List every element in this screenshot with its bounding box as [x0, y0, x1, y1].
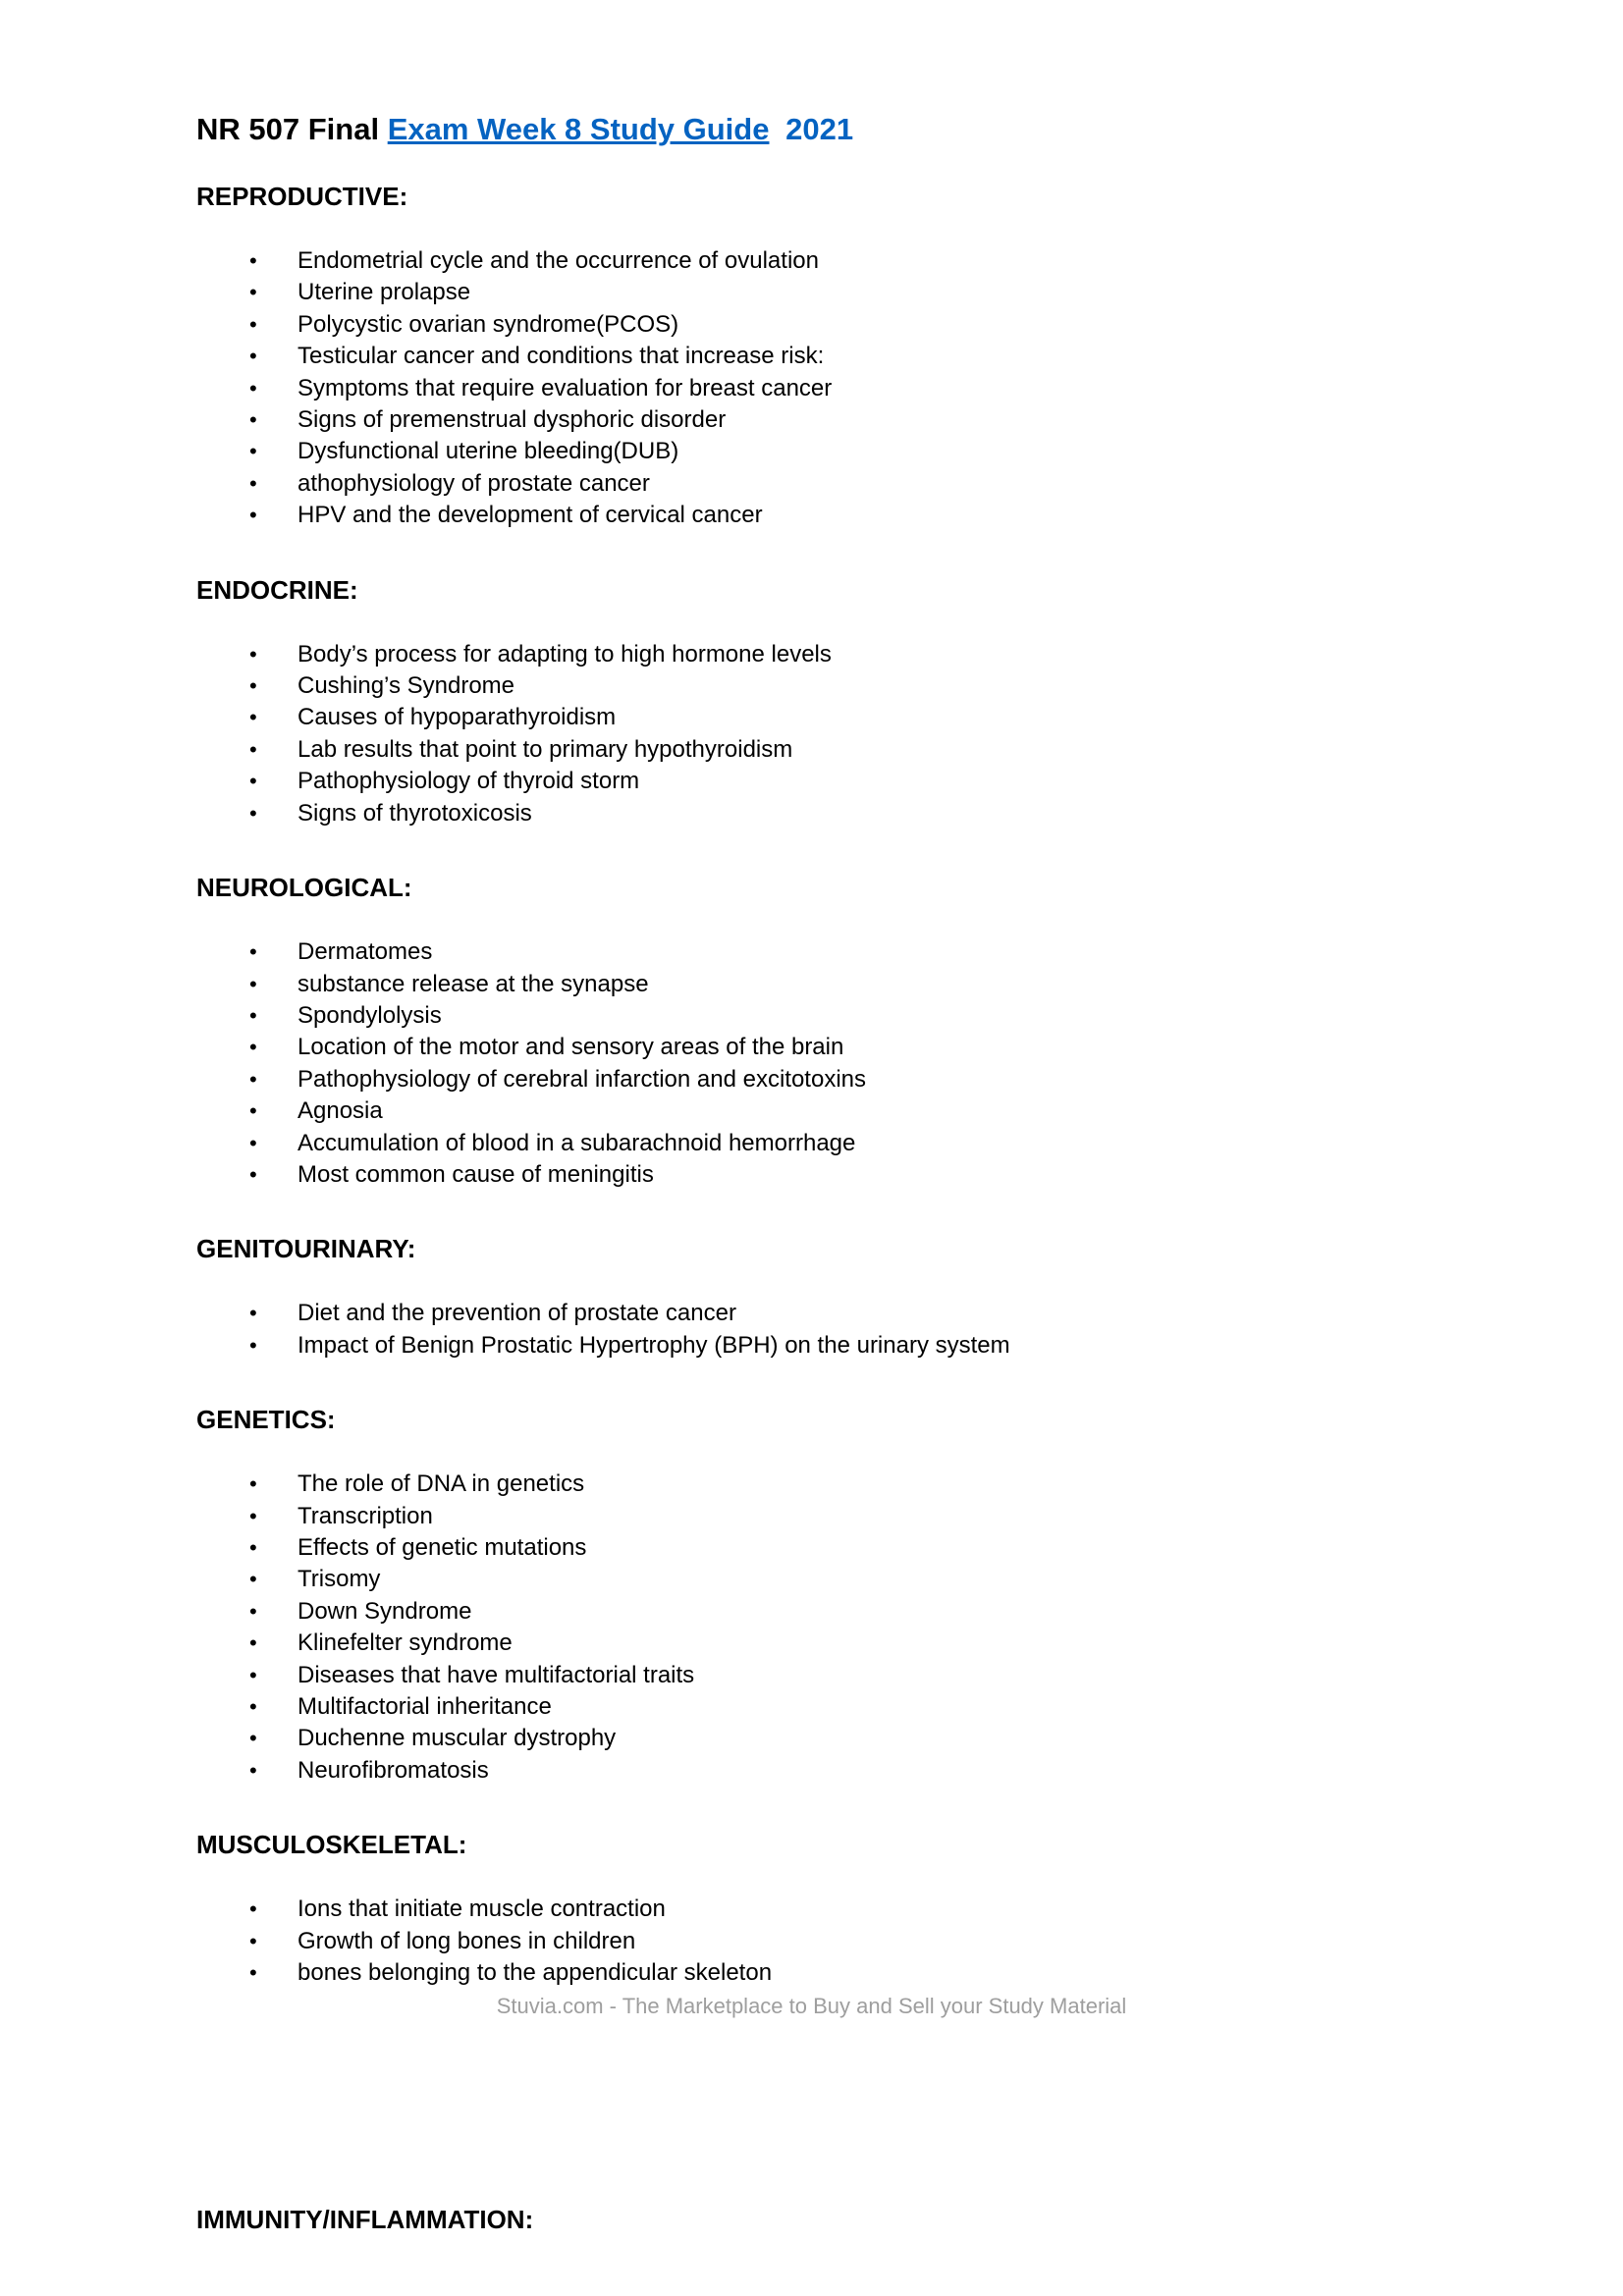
list-item — [196, 798, 1476, 829]
list-item-text: Accumulation of blood in a subarachnoid hemorrhage — [298, 1129, 856, 1156]
list-item-text: Trisomy — [298, 1566, 381, 1593]
list-item-text: Testicular cancer and conditions that increase risk: — [298, 343, 825, 370]
bullet-icon — [249, 1032, 257, 1063]
list-item-text: Spondylolysis — [298, 1001, 442, 1029]
section-list — [196, 245, 1476, 532]
list-item — [196, 1468, 1476, 1500]
bullet-icon — [249, 1468, 257, 1500]
list-item-text: Neurofibromatosis — [298, 1756, 489, 1784]
section — [196, 1829, 1476, 1989]
list-item-text: Signs of premenstrual dysphoric disorder — [298, 406, 727, 434]
list-item-text: Most common cause of meningitis — [298, 1160, 654, 1188]
bullet-icon — [249, 1330, 257, 1362]
list-item-text: Endometrial cycle and the occurrence of ovulation — [298, 247, 819, 274]
list-item — [196, 468, 1476, 500]
section-list — [196, 936, 1476, 1191]
list-item-text: Down Syndrome — [298, 1597, 472, 1625]
list-item — [196, 373, 1476, 404]
list-item — [196, 702, 1476, 733]
list-item — [196, 1032, 1476, 1063]
list-item — [196, 639, 1476, 670]
bullet-icon — [249, 1064, 257, 1095]
bullet-icon — [249, 436, 257, 467]
list-item-text: Location of the motor and sensory areas of the brain — [298, 1034, 844, 1061]
list-item — [196, 1755, 1476, 1787]
bullet-icon — [249, 1660, 257, 1691]
section-list — [196, 1894, 1476, 1989]
list-item — [196, 245, 1476, 277]
bullet-icon — [249, 1501, 257, 1532]
list-item — [196, 1128, 1476, 1159]
list-item — [196, 1564, 1476, 1595]
list-item-text: Body’s process for adapting to high hormone levels — [298, 640, 832, 667]
sections-container — [196, 181, 1476, 1989]
section-heading: REPRODUCTIVE: — [196, 182, 408, 211]
list-item-text: Klinefelter syndrome — [298, 1629, 513, 1657]
list-item-text: The role of DNA in genetics — [298, 1470, 585, 1498]
list-item-text: Pathophysiology of thyroid storm — [298, 768, 640, 795]
bullet-icon — [249, 1755, 257, 1787]
list-item — [196, 1926, 1476, 1957]
list-item — [196, 734, 1476, 766]
bullet-icon — [249, 1564, 257, 1595]
list-item-text: Transcription — [298, 1502, 433, 1529]
bullet-icon — [249, 702, 257, 733]
bullet-icon — [249, 1926, 257, 1957]
trailing-section — [0, 2204, 1623, 2235]
list-item — [196, 1596, 1476, 1628]
bullet-icon — [249, 1691, 257, 1723]
section — [196, 1233, 1476, 1362]
list-item-text: athophysiology of prostate cancer — [298, 469, 650, 497]
list-item — [196, 1095, 1476, 1127]
bullet-icon — [249, 1532, 257, 1564]
bullet-icon — [249, 734, 257, 766]
list-item-text: Symptoms that require evaluation for breast cancer — [298, 374, 833, 401]
list-item-text: Pathophysiology of cerebral infarction and excitotoxins — [298, 1065, 866, 1093]
list-item — [196, 969, 1476, 1000]
list-item — [196, 404, 1476, 436]
bullet-icon — [249, 404, 257, 436]
list-item-text: Growth of long bones in children — [298, 1927, 636, 1954]
list-item — [196, 1330, 1476, 1362]
bullet-icon — [249, 1723, 257, 1754]
list-item — [196, 670, 1476, 702]
list-item — [196, 1000, 1476, 1032]
section — [196, 181, 1476, 532]
bullet-icon — [249, 277, 257, 308]
bullet-icon — [249, 936, 257, 968]
section-heading: NEUROLOGICAL: — [196, 873, 412, 903]
section-list — [196, 1468, 1476, 1787]
list-item-text: Diseases that have multifactorial traits — [298, 1661, 695, 1688]
list-item — [196, 1957, 1476, 1989]
list-item-text: Cushing’s Syndrome — [298, 672, 515, 700]
bullet-icon — [249, 1095, 257, 1127]
list-item-text: Dermatomes — [298, 938, 433, 966]
list-item-text: substance release at the synapse — [298, 970, 649, 997]
list-item — [196, 309, 1476, 341]
bullet-icon — [249, 1628, 257, 1659]
list-item-text: Causes of hypoparathyroidism — [298, 704, 617, 731]
bullet-icon — [249, 1298, 257, 1329]
list-item-text: Dysfunctional uterine bleeding(DUB) — [298, 438, 679, 465]
section-heading: MUSCULOSKELETAL: — [196, 1830, 467, 1860]
list-item — [196, 766, 1476, 797]
section-heading-immunity-inflammation: IMMUNITY/INFLAMMATION: — [196, 2205, 534, 2235]
page-title — [196, 110, 1476, 149]
section-list — [196, 1298, 1476, 1362]
footer-watermark: Stuvia.com - The Marketplace to Buy and Sell your Study Material — [496, 1994, 1127, 2019]
list-item — [196, 1628, 1476, 1659]
list-item-text: Duchenne muscular dystrophy — [298, 1725, 617, 1752]
bullet-icon — [249, 1159, 257, 1191]
list-item-text: Signs of thyrotoxicosis — [298, 799, 532, 827]
list-item — [196, 1532, 1476, 1564]
list-item — [196, 936, 1476, 968]
list-item — [196, 436, 1476, 467]
list-item-text: Diet and the prevention of prostate cancer — [298, 1300, 736, 1327]
section-heading: GENITOURINARY: — [196, 1234, 416, 1264]
bullet-icon — [249, 969, 257, 1000]
bullet-icon — [249, 468, 257, 500]
list-item-text: Polycystic ovarian syndrome(PCOS) — [298, 310, 679, 338]
bullet-icon — [249, 1000, 257, 1032]
bullet-icon — [249, 309, 257, 341]
list-item-text: Impact of Benign Prostatic Hypertrophy (BPH) on the urinary system — [298, 1331, 1010, 1359]
bullet-icon — [249, 341, 257, 372]
bullet-icon — [249, 1894, 257, 1925]
list-item — [196, 1064, 1476, 1095]
list-item — [196, 1660, 1476, 1691]
bullet-icon — [249, 798, 257, 829]
bullet-icon — [249, 500, 257, 531]
section — [196, 1404, 1476, 1787]
list-item — [196, 341, 1476, 372]
bullet-icon — [249, 1596, 257, 1628]
list-item-text: bones belonging to the appendicular skeleton — [298, 1959, 773, 1987]
section-heading: ENDOCRINE: — [196, 574, 358, 605]
title-hyperlink[interactable]: Exam Week 8 Study Guide — [387, 112, 770, 146]
list-item — [196, 277, 1476, 308]
bullet-icon — [249, 639, 257, 670]
list-item — [196, 1723, 1476, 1754]
list-item-text: Multifactorial inheritance — [298, 1693, 552, 1720]
section — [196, 574, 1476, 829]
section-heading: GENETICS: — [196, 1405, 336, 1435]
section — [196, 872, 1476, 1191]
list-item — [196, 1298, 1476, 1329]
list-item — [196, 1894, 1476, 1925]
bullet-icon — [249, 373, 257, 404]
list-item — [196, 1159, 1476, 1191]
list-item — [196, 500, 1476, 531]
list-item-text: Effects of genetic mutations — [298, 1533, 587, 1561]
list-item-text: Agnosia — [298, 1097, 383, 1125]
list-item — [196, 1501, 1476, 1532]
title-year: 2021 — [785, 112, 854, 146]
section-list — [196, 639, 1476, 829]
list-item-text: Uterine prolapse — [298, 279, 471, 306]
list-item-text: Lab results that point to primary hypothyroidism — [298, 735, 793, 763]
bullet-icon — [249, 766, 257, 797]
list-item — [196, 1691, 1476, 1723]
list-item-text: HPV and the development of cervical cancer — [298, 502, 763, 529]
bullet-icon — [249, 245, 257, 277]
list-item-text: Ions that initiate muscle contraction — [298, 1896, 666, 1923]
title-prefix: NR 507 Final — [196, 112, 380, 146]
bullet-icon — [249, 670, 257, 702]
bullet-icon — [249, 1957, 257, 1989]
bullet-icon — [249, 1128, 257, 1159]
